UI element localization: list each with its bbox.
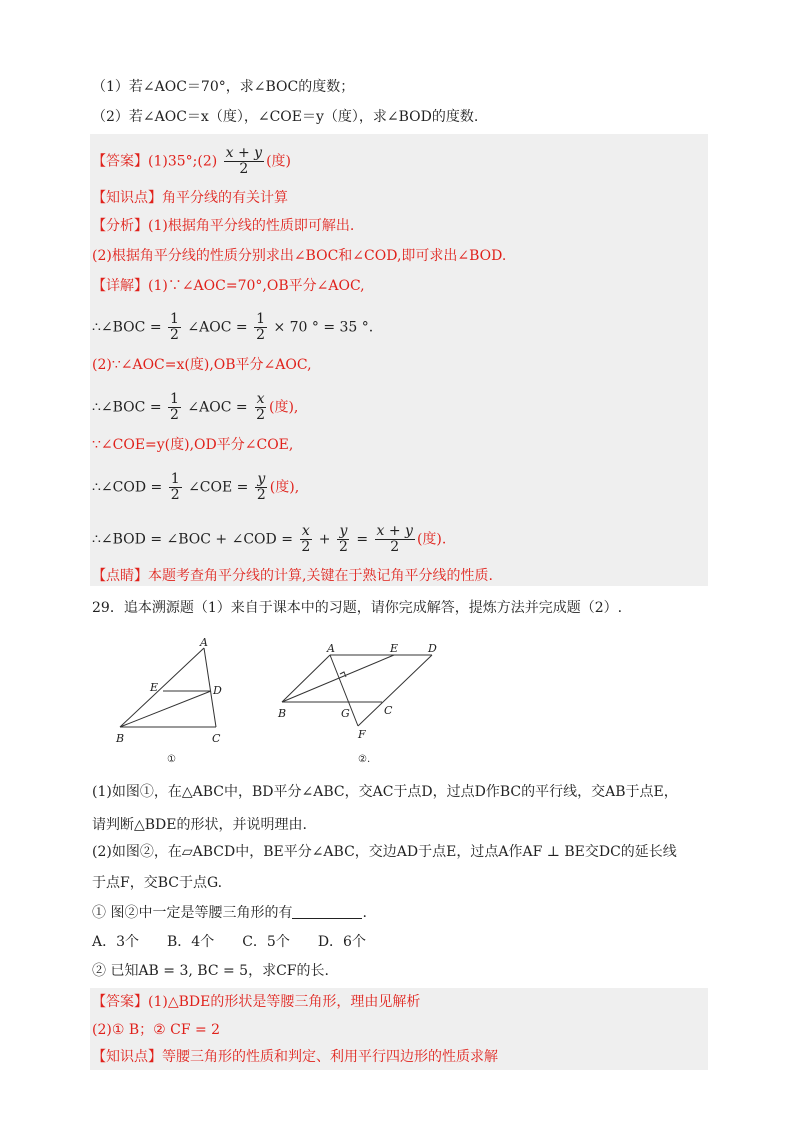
q29-sub1: ① 图②中一定是等腰三角形的有 . xyxy=(92,905,367,921)
answer-q29-line2: (2)① B；② CF = 2 xyxy=(92,1022,221,1038)
label-B: B xyxy=(116,732,125,745)
detail-q28-l6: ∴∠COD = $\frac{1}{2}$ ∠COE = $\frac{y}{2}$ (度), xyxy=(92,471,300,503)
q29-part2-line1: (2)如图②，在▱ABCD中，BE平分∠ABC，交边AD于点E，过点A作AF ⊥ BE交DC的延长线 xyxy=(92,844,677,860)
q29-part1-line2: 请判断△BDE的形状，并说明理由. xyxy=(92,817,307,833)
detail-q28-l4: ∴∠BOC = $\frac{1}{2}$ ∠AOC = $\frac{x}{2}$ (度), xyxy=(92,391,299,423)
detail-q28-l1: 【详解】(1)∵∠AOC=70°,OB平分∠AOC, xyxy=(92,278,365,294)
detail-q28-l2: ∴∠BOC = $\frac{1}{2}$ ∠AOC = $\frac{1}{2}$ × 70 ° = 35 °. xyxy=(92,311,374,343)
analysis-q28: 【分析】(1)根据角平分线的性质即可解出. xyxy=(92,218,355,234)
label-B2: B xyxy=(278,707,287,720)
label-E: E xyxy=(150,681,159,694)
analysis-q28-line2: (2)根据角平分线的性质分别求出∠BOC和∠COD,即可求出∠BOD. xyxy=(92,248,507,264)
label-D: D xyxy=(213,684,222,697)
q29-sub2: ② 已知AB = 3, BC = 5，求CF的长. xyxy=(92,963,329,979)
answer-q29-line1: 【答案】(1)△BDE的形状是等腰三角形，理由见解析 xyxy=(92,994,421,1010)
detail-q28-l7: ∴∠BOD = ∠BOC + ∠COD = $\frac{x}{2}$ + $\frac{y}{2}$ = $\frac{x + y}{2}$ (度). xyxy=(92,523,447,555)
knowledge-q28: 【知识点】角平分线的有关计算 xyxy=(92,190,288,206)
label-D2: D xyxy=(428,642,437,655)
figure-1-caption: ① xyxy=(167,754,176,765)
figure-1-triangle xyxy=(110,636,240,766)
segment-BD xyxy=(120,691,211,727)
side-AB xyxy=(120,648,204,727)
detail-q28-l5: ∵∠COE=y(度),OD平分∠COE, xyxy=(92,437,294,453)
q29-part1-line1: (1)如图①，在△ABC中，BD平分∠ABC，交AC于点D，过点D作BC的平行线，交AB于点E， xyxy=(92,784,678,800)
q29-stem: 29．追本溯源题（1）来自于课本中的习题，请你完成解答，提炼方法并完成题（2）. xyxy=(92,600,623,616)
segment-BE xyxy=(282,655,394,702)
label-G2: G xyxy=(341,707,350,720)
q28-part2: （2）若∠AOC＝x（度），∠COE＝y（度），求∠BOD的度数. xyxy=(92,109,479,125)
figure-2-caption: ②. xyxy=(358,754,371,765)
q29-part2-line2: 于点F，交BC于点G. xyxy=(92,875,223,891)
figure-2-parallelogram xyxy=(270,636,450,766)
label-A: A xyxy=(200,636,208,649)
answer-q28: 【答案】(1)35°;(2) $\frac{x + y}{2}$ (度) xyxy=(92,145,292,177)
side-AB xyxy=(282,655,330,702)
answer-blank[interactable] xyxy=(292,904,362,919)
label-F2: F xyxy=(358,728,366,741)
q28-part1: （1）若∠AOC＝70°，求∠BOC的度数； xyxy=(92,79,355,95)
detail-q28-l3: (2)∵∠AOC=x(度),OB平分∠AOC, xyxy=(92,357,312,373)
knowledge-q29: 【知识点】等腰三角形的性质和判定、利用平行四边形的性质求解 xyxy=(92,1049,498,1065)
q29-options: A．3个 B．4个 C．5个 D．6个 xyxy=(92,934,366,950)
label-C: C xyxy=(212,732,221,745)
label-E2: E xyxy=(390,642,399,655)
tip-q28: 【点睛】本题考查角平分线的计算,关键在于熟记角平分线的性质. xyxy=(92,568,493,584)
label-C2: C xyxy=(384,704,393,717)
label-A2: A xyxy=(327,642,335,655)
